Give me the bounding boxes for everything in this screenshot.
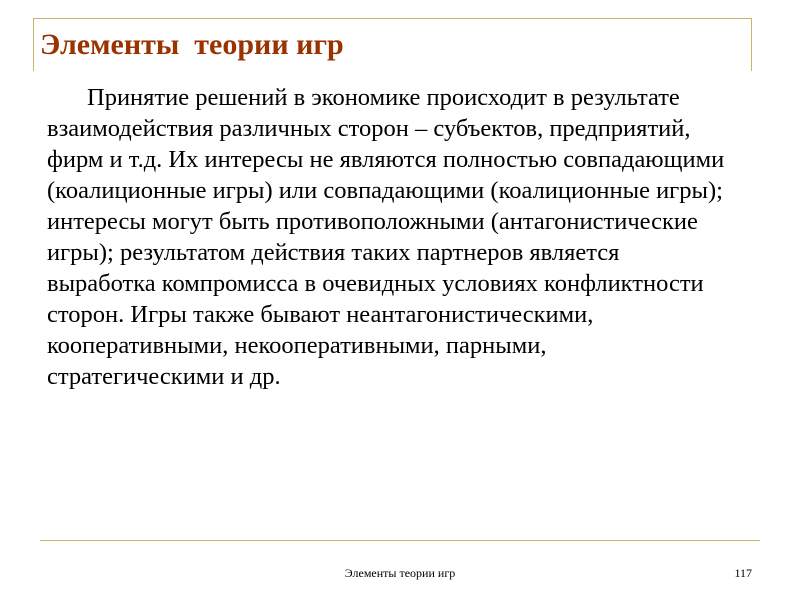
page-number: 117 <box>734 566 752 580</box>
slide-body-text: Принятие решений в экономике происходит в результате взаимодействия различных сторон – субъектов, предприятий, фирм и т.д. Их интересы не являются полностью совпадающими (коалиционные игры) или совпадающими (коалиционные игры); интересы могут быть противоположными (антагонистические игры); результатом действия таких партнеров является выработка компромисса в очевидных условиях конфликтности сторон. Игры также бывают неантагонистическими, кооперативными, некооперативными, парными, стратегическими и др. <box>47 84 725 390</box>
slide-title: Элементы теории игр <box>40 28 344 61</box>
left-frame-line <box>33 18 34 71</box>
bottom-divider-line <box>40 540 760 541</box>
right-frame-line <box>751 18 752 71</box>
top-divider-line <box>33 18 752 19</box>
footer-text: Элементы теории игр <box>344 566 456 580</box>
